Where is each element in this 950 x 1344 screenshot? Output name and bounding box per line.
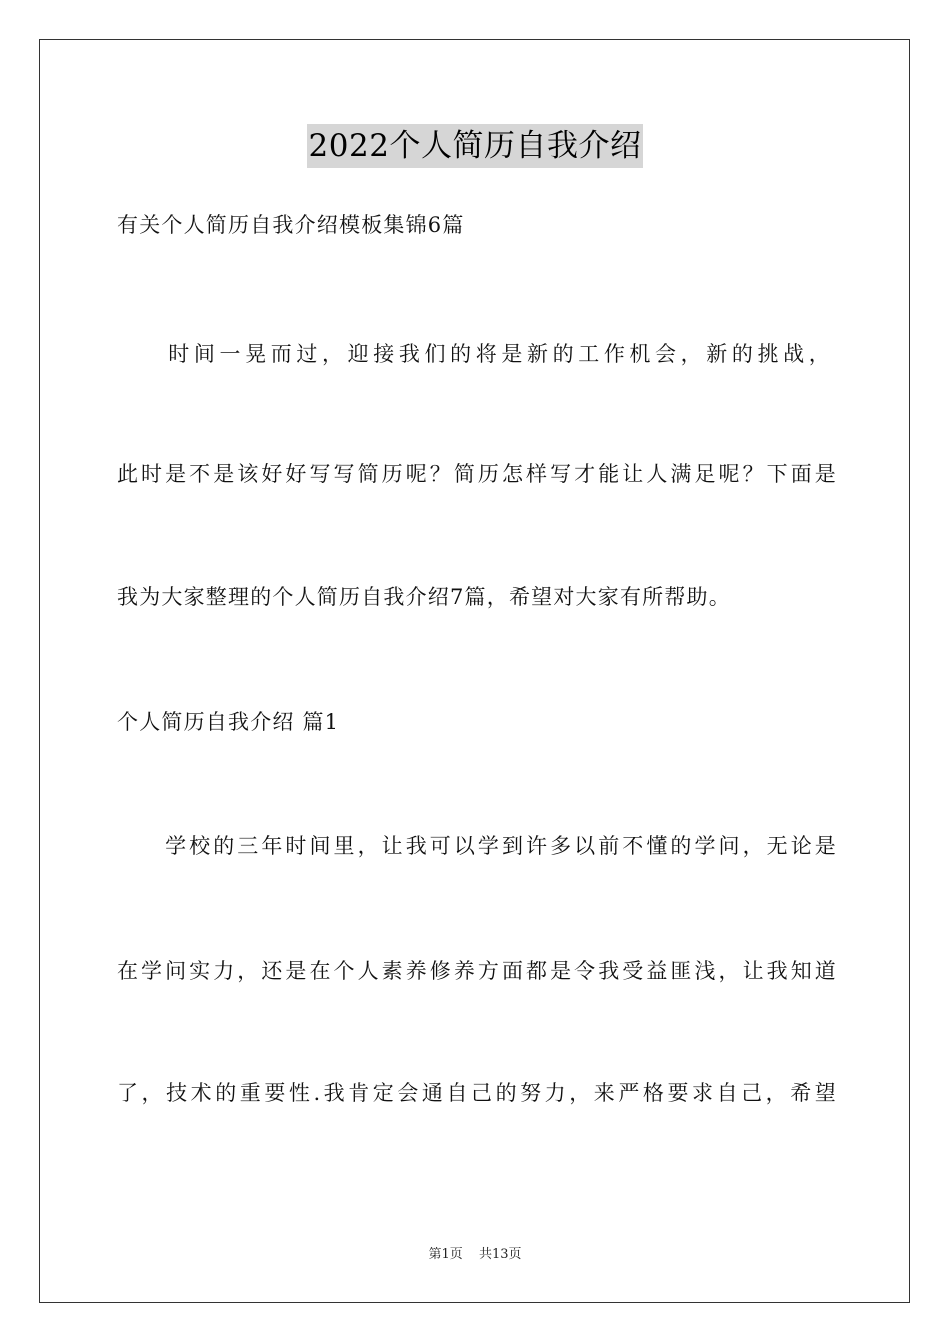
document-subtitle: 有关个人简历自我介绍模板集锦6篇 bbox=[117, 213, 465, 237]
title-container bbox=[0, 124, 950, 168]
page-total: 共13页 bbox=[478, 1247, 522, 1262]
section-line-1: 学校的三年时间里，让我可以学到许多以前不懂的学问，无论是 bbox=[117, 834, 837, 858]
section-line-3: 了，技术的重要性.我肯定会通自己的努力，来严格要求自己，希望 bbox=[117, 1081, 837, 1105]
section-line-2: 在学问实力，还是在个人素养修养方面都是令我受益匪浅，让我知道 bbox=[117, 959, 837, 983]
document-title: 2022个人简历自我介绍 bbox=[307, 124, 644, 168]
intro-line-1: 时间一晃而过，迎接我们的将是新的工作机会，新的挑战， bbox=[117, 342, 831, 366]
intro-line-3: 我为大家整理的个人简历自我介绍7篇，希望对大家有所帮助。 bbox=[117, 585, 731, 609]
page-number: 第1页 bbox=[428, 1247, 463, 1262]
section-heading: 个人简历自我介绍 篇1 bbox=[117, 710, 340, 734]
page-footer bbox=[0, 1246, 950, 1264]
intro-line-2: 此时是不是该好好写写简历呢？简历怎样写才能让人满足呢？下面是 bbox=[117, 462, 837, 486]
